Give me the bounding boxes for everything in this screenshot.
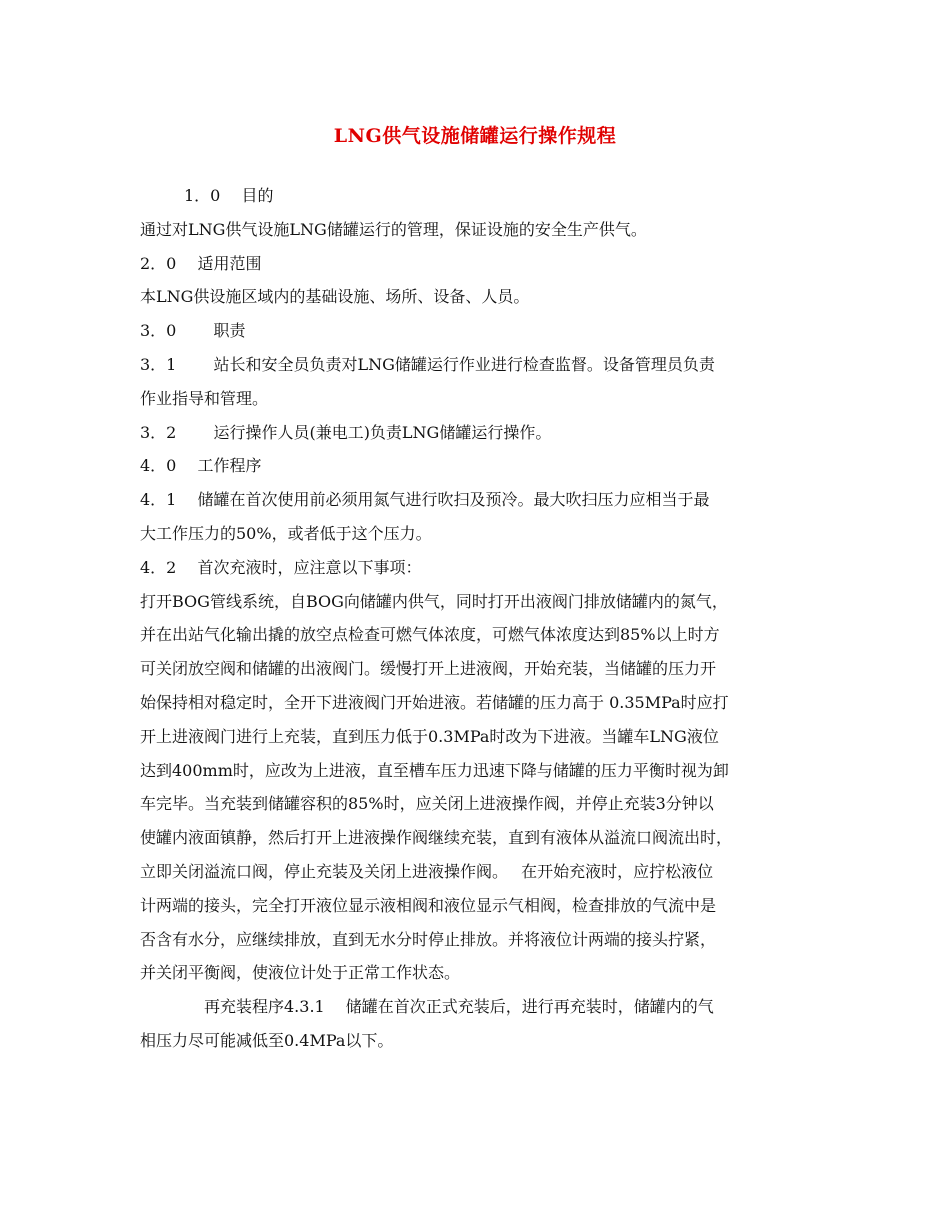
document-title: LNG供气设施储罐运行操作规程 xyxy=(333,125,617,147)
paragraph-line: 大工作压力的50%，或者低于这个压力。 xyxy=(140,523,432,543)
paragraph-line: 作业指导和管理。 xyxy=(140,388,269,408)
section-heading-2-0: 2．0 适用范围 xyxy=(140,253,262,273)
paragraph-line: 3．2 运行操作人员(兼电工)负责LNG储罐运行操作。 xyxy=(140,422,552,442)
document-body xyxy=(140,179,812,1058)
paragraph-line: 相压力尽可能减低至0.4MPa以下。 xyxy=(140,1030,394,1050)
paragraph-line: 使罐内液面镇静，然后打开上进液操作阀继续充装，直到有液体从溢流口阀流出时， xyxy=(140,828,733,848)
section-heading-4-0: 4．0 工作程序 xyxy=(140,456,262,476)
paragraph-line: 并在出站气化输出撬的放空点检查可燃气体浓度，可燃气体浓度达到85%以上时方 xyxy=(140,625,720,645)
paragraph-line: 否含有水分，应继续排放，直到无水分时停止排放。并将液位计两端的接头拧紧， xyxy=(140,929,717,949)
paragraph-line: 通过对LNG供气设施LNG储罐运行的管理，保证设施的安全生产供气。 xyxy=(140,219,647,239)
section-heading-3-0: 3．0 职责 xyxy=(140,321,246,341)
paragraph-line: 可关闭放空阀和储罐的出液阀门。缓慢打开上进液阀，开始充装，当储罐的压力开 xyxy=(140,659,717,679)
paragraph-line: 计两端的接头，完全打开液位显示液相阀和液位显示气相阀，检查排放的气流中是 xyxy=(140,895,717,915)
paragraph-line: 并关闭平衡阀，使液位计处于正常工作状态。 xyxy=(140,963,461,983)
paragraph-line: 4．1 储罐在首次使用前必须用氮气进行吹扫及预冷。最大吹扫压力应相当于最 xyxy=(140,490,710,510)
paragraph-line: 车完毕。当充装到储罐容积的85%时，应关闭上进液操作阀，并停止充装3分钟以 xyxy=(140,794,714,814)
paragraph-line: 3．1 站长和安全员负责对LNG储罐运行作业进行检查监督。设备管理员负责 xyxy=(140,354,715,374)
paragraph-line: 本LNG供设施区域内的基础设施、场所、设备、人员。 xyxy=(140,287,530,307)
paragraph-line: 始保持相对稳定时，全开下进液阀门开始进液。若储罐的压力高于 0.35MPa时应打 xyxy=(140,692,729,712)
section-heading-1-0: 1．0 目的 xyxy=(184,186,274,205)
paragraph-line: 再充装程序4.3.1 储罐在首次正式充装后，进行再充装时，储罐内的气 xyxy=(204,997,714,1017)
paragraph-line: 达到400mm时，应改为上进液，直至槽车压力迅速下降与储罐的压力平衡时视为卸 xyxy=(140,760,729,780)
paragraph-line: 4．2 首次充液时，应注意以下事项： xyxy=(140,557,422,577)
paragraph-line: 打开BOG管线系统，自BOG向储罐内供气，同时打开出液阀门排放储罐内的氮气， xyxy=(140,591,728,611)
paragraph-line: 立即关闭溢流口阀，停止充装及关闭上进液操作阀。 在开始充液时，应拧松液位 xyxy=(140,861,714,881)
paragraph-line: 开上进液阀门进行上充装，直到压力低于0.3MPa时改为下进液。当罐车LNG液位 xyxy=(140,726,719,746)
